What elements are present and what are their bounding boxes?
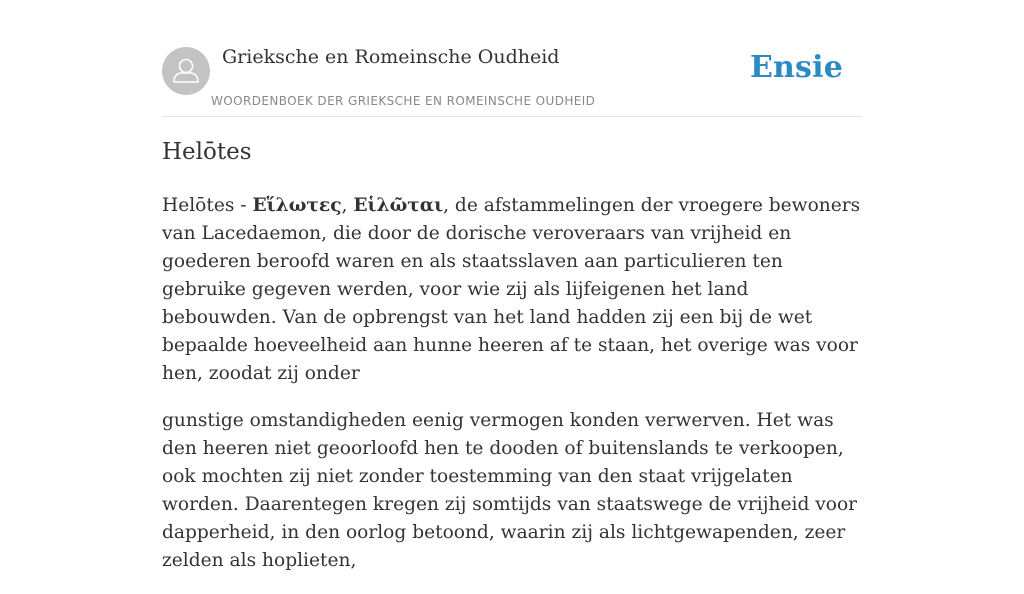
avatar[interactable] bbox=[162, 47, 210, 95]
entry-paragraph-1 bbox=[162, 192, 862, 388]
page-container bbox=[162, 0, 862, 571]
user-avatar-icon bbox=[162, 47, 210, 95]
ensie-logo[interactable]: Ensie bbox=[749, 50, 843, 85]
greek-term-1: Εἵλωτες bbox=[252, 195, 342, 216]
entry-comma: , bbox=[341, 195, 354, 216]
source-subtitle: WOORDENBOEK DER GRIEKSCHE EN ROMEINSCHE OUDHEID bbox=[211, 94, 596, 108]
entry-separator: - bbox=[234, 195, 253, 216]
entry-paragraph-1-text: , de afstammelingen der vroegere bewoners van Lacedaemon, die door de dorische veroveraars van vrijheid en goederen beroofd waren en als staatsslaven aan particulieren ten gebruike gegeven werden, voor wie zij als lijfeigenen het land bebouwden. Van de opbrengst van het land hadden zij een bij de wet bepaalde hoeveelheid aan hunne heeren af te staan, het overige was voor hen, zoodat zij onder bbox=[162, 195, 861, 384]
source-header bbox=[162, 0, 862, 117]
entry-paragraph-2: gunstige omstandigheden eenig vermogen konden verwerven. Het was den heeren niet geoorloofd hen te dooden of buitenslands te verkoopen, ook mochten zij niet zonder toestemming van den staat vrijgelaten worden. Daarentegen kregen zij somtijds van staatswege de vrijheid voor dapperheid, in den oorlog betoond, waarin zij als lichtgewapenden, zeer zelden als hoplieten, bbox=[162, 410, 858, 571]
entry-body bbox=[162, 192, 862, 594]
entry-term: Helōtes bbox=[162, 195, 235, 216]
greek-term-2: Εἱλῶται bbox=[353, 195, 444, 216]
source-title-link[interactable]: Grieksche en Romeinsche Oudheid bbox=[222, 46, 560, 68]
entry-title: Helōtes bbox=[162, 139, 252, 165]
